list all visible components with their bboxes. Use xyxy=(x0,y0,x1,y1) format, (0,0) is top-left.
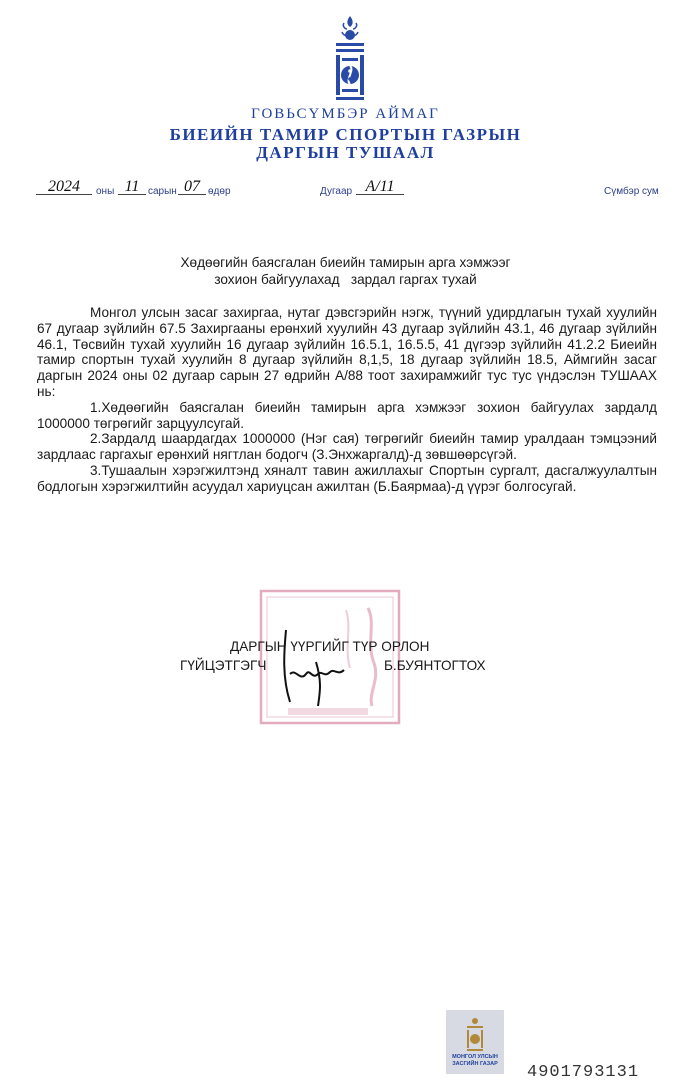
day-label: өдөр xyxy=(208,186,231,197)
handwritten-number: А/11 xyxy=(356,180,404,195)
organization-name: БИЕИЙН ТАМИР СПОРТЫН ГАЗРЫН xyxy=(169,125,522,144)
order-item-2: 2.Зардалд шаардагдах 1000000 (Нэг сая) төгрөгийг биеийн тамир уралдаан тэмцээний зардлаас гаргахыг ерөнхий нягтлан бодогч (З.Энхжаргалд)-д зөвшөөрсүгэй. xyxy=(37,431,657,463)
handwritten-day: 07 xyxy=(178,180,206,195)
document-body xyxy=(37,305,657,495)
signatory-title: ГҮЙЦЭТГЭГЧ xyxy=(180,658,267,673)
document-type: ДАРГЫН ТУШААЛ xyxy=(256,143,435,162)
preamble-paragraph: Монгол улсын засаг захиргаа, нутаг дэвсгэрийн нэгж, түүний удирдлагын тухай хуулийн 67 дугаар зүйлийн 67.5 Захиргааны ерөнхий хуулийн 43 дугаар зүйлийн 43.1, 46 дугаар зүйлийн 46.1, Төсвийн тухай хуулийн 16 дугаар зүйлийн 16.5.1, 16.5.5, 41 дүгээр зүйлийн 41.2.2 Биеийн тамир спортын тухай хуулийн 8 дугаар зүйлийн 8,1,5, 18 дугаар зүйлийн 18.5, Аймгийн засаг даргын 2024 оны 02 дугаар сарын 27 өдрийн А/88 тоот захирамжийг тус тус үндэслэн ТУШААХ нь: xyxy=(37,305,657,399)
month-label: сарын xyxy=(148,186,177,197)
signatory-position-line1: ДАРГЫН ҮҮРГИЙГ ТҮР ОРЛОН xyxy=(230,639,430,654)
logo-text-line2: ЗАСГИЙН ГАЗАР xyxy=(452,1061,498,1067)
region-name: ГОВЬСҮМБЭР АЙМАГ xyxy=(251,106,440,122)
soyombo-small-icon xyxy=(464,1016,486,1052)
handwritten-month: 11 xyxy=(118,180,146,195)
document-serial-number: 4901793131 xyxy=(527,1063,640,1082)
number-label: Дугаар xyxy=(320,186,353,197)
subject-line-2: зохион байгуулахад зардал гаргах тухай xyxy=(214,272,477,287)
date-number-row xyxy=(36,180,666,202)
handwritten-signature-icon xyxy=(272,622,368,712)
government-logo xyxy=(446,1010,504,1074)
order-item-3: 3.Тушаалын хэрэгжилтэнд хяналт тавин ажиллахыг Спортын сургалт, дасгалжуулалтын бодлогын хэрэгжилтийн асуудал хариуцсан ажилтан (Б.Баярмаа)-д үүрэг болгосугай. xyxy=(37,462,657,494)
handwritten-year: 2024 xyxy=(36,180,92,195)
document-subject xyxy=(0,254,691,288)
signatory-name: Б.БУЯНТОГТОХ xyxy=(384,658,486,673)
logo-text-line1: МОНГОЛ УЛСЫН xyxy=(452,1054,498,1060)
order-item-1: 1.Хөдөөгийн баясгалан биеийн тамирын арга хэмжээг зохион байгуулах зардалд 1000000 төгрөгийг зарцуулсугай. xyxy=(37,399,657,431)
place-name: Сүмбэр сум xyxy=(604,186,659,197)
soyombo-emblem-icon xyxy=(330,14,370,104)
subject-line-1: Хөдөөгийн баясгалан биеийн тамирын арга хэмжээг xyxy=(180,255,511,270)
year-label: оны xyxy=(96,186,115,197)
